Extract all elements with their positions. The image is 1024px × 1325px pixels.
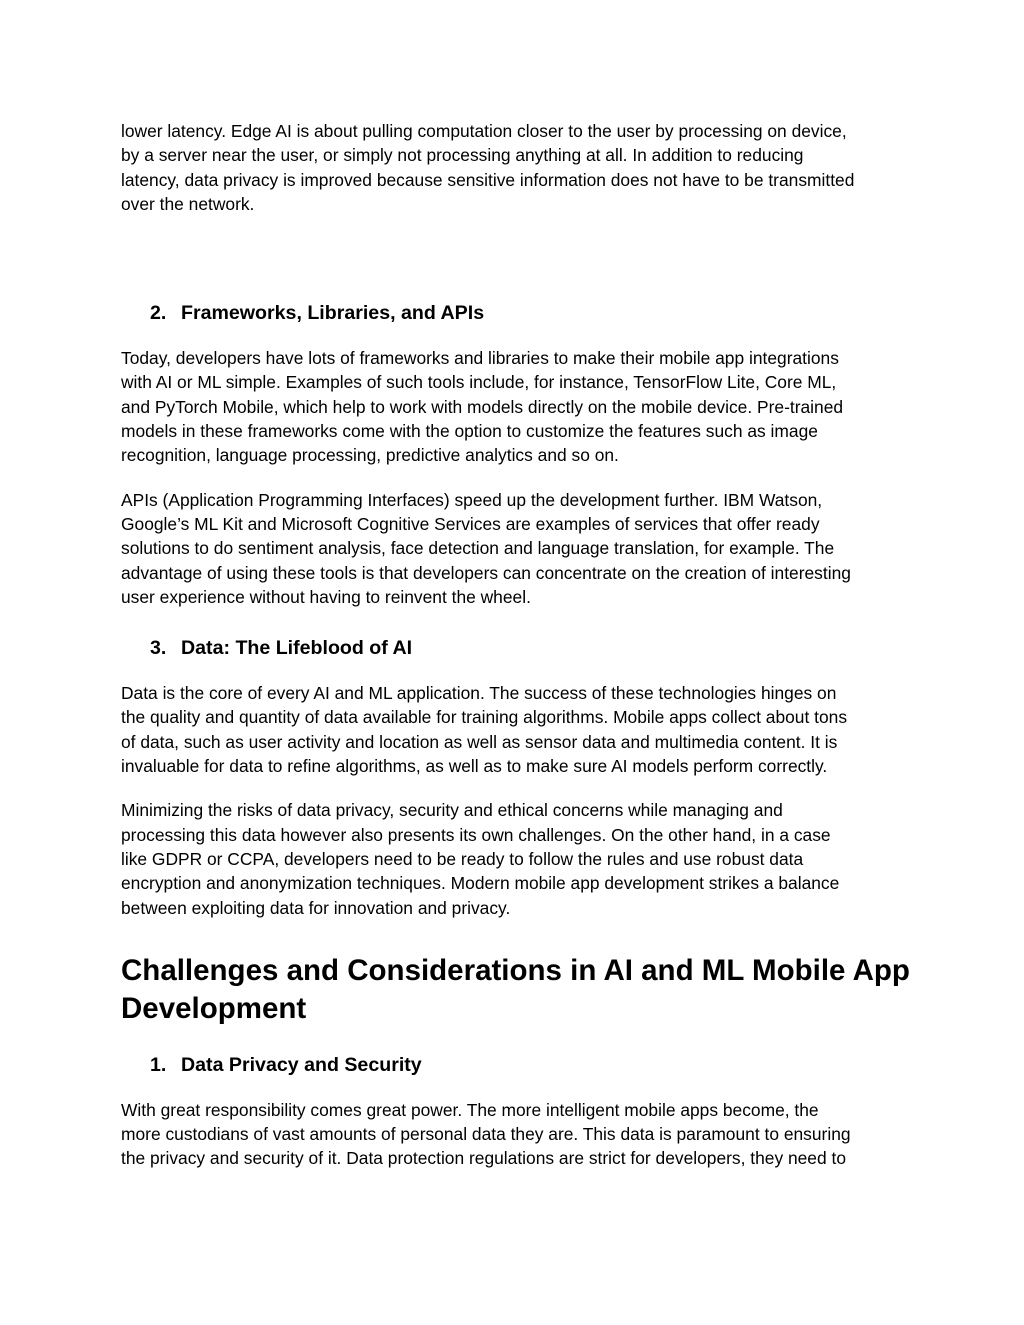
text-line: Google’s ML Kit and Microsoft Cognitive Services are examples of services that offer ready <box>121 513 820 534</box>
text-line: with AI or ML simple. Examples of such tools include, for instance, TensorFlow Lite, Core ML, <box>121 372 837 393</box>
section-heading-privacy <box>121 1052 911 1078</box>
frameworks-paragraph-2 <box>121 488 911 609</box>
text-line: and PyTorch Mobile, which help to work with models directly on the mobile device. Pre-trained <box>121 396 844 417</box>
challenges-heading <box>121 952 911 1028</box>
text-line: lower latency. Edge AI is about pulling computation closer to the user by processing on device, <box>121 121 847 141</box>
text-line: the privacy and security of it. Data protection regulations are strict for developers, they need to <box>121 1148 846 1169</box>
text-line: between exploiting data for innovation and privacy. <box>121 897 511 918</box>
text-line: models in these frameworks come with the option to customize the features such as image <box>121 421 818 442</box>
text-line: user experience without having to reinvent the wheel. <box>121 586 531 607</box>
text-line: like GDPR or CCPA, developers need to be ready to follow the rules and use robust data <box>121 848 804 869</box>
text-line: Minimizing the risks of data privacy, security and ethical concerns while managing and <box>121 800 783 821</box>
data-paragraph-2 <box>121 798 911 919</box>
text-line: over the network. <box>121 193 255 214</box>
text-line: APIs (Application Programming Interfaces) speed up the development further. IBM Watson, <box>121 489 823 510</box>
section-heading-frameworks <box>121 300 911 326</box>
text-line: encryption and anonymization techniques. Modern mobile app development strikes a balance <box>121 873 840 894</box>
document-page <box>121 119 911 1171</box>
text-line: Today, developers have lots of frameworks and libraries to make their mobile app integrations <box>121 348 839 369</box>
text-line: of data, such as user activity and location as well as sensor data and multimedia content. It is <box>121 731 838 752</box>
text-line: invaluable for data to refine algorithms, as well as to make sure AI models perform correctly. <box>121 756 828 777</box>
section-number: 3. <box>150 637 167 660</box>
section-number: 1. <box>150 1053 167 1076</box>
privacy-paragraph-1 <box>121 1098 911 1171</box>
section-title: Frameworks, Libraries, and APIs <box>181 302 485 325</box>
text-line: Data is the core of every AI and ML application. The success of these technologies hinges on <box>121 683 837 704</box>
text-line: recognition, language processing, predictive analytics and so on. <box>121 445 619 466</box>
text-line: latency, data privacy is improved because sensitive information does not have to be transmitted <box>121 169 855 190</box>
text-line: more custodians of vast amounts of personal data they are. This data is paramount to ensuring <box>121 1124 851 1145</box>
text-line: solutions to do sentiment analysis, face detection and language translation, for example. The <box>121 538 835 559</box>
text-line: by a server near the user, or simply not processing anything at all. In addition to reducing <box>121 145 804 166</box>
section-number: 2. <box>150 302 167 325</box>
text-line: With great responsibility comes great power. The more intelligent mobile apps become, the <box>121 1099 819 1120</box>
data-paragraph-1 <box>121 681 911 778</box>
text-line: advantage of using these tools is that developers can concentrate on the creation of interesting <box>121 562 851 583</box>
section-title: Data Privacy and Security <box>181 1053 422 1076</box>
text-line: processing this data however also presents its own challenges. On the other hand, in a case <box>121 824 831 845</box>
frameworks-paragraph-1 <box>121 346 911 467</box>
heading-line: Challenges and Considerations in AI and ML Mobile App <box>121 953 910 987</box>
section-heading-data <box>121 635 911 661</box>
intro-paragraph <box>121 119 911 216</box>
heading-line: Development <box>121 991 307 1025</box>
text-line: the quality and quantity of data available for training algorithms. Mobile apps collect about tons <box>121 707 848 728</box>
section-title: Data: The Lifeblood of AI <box>181 637 413 660</box>
